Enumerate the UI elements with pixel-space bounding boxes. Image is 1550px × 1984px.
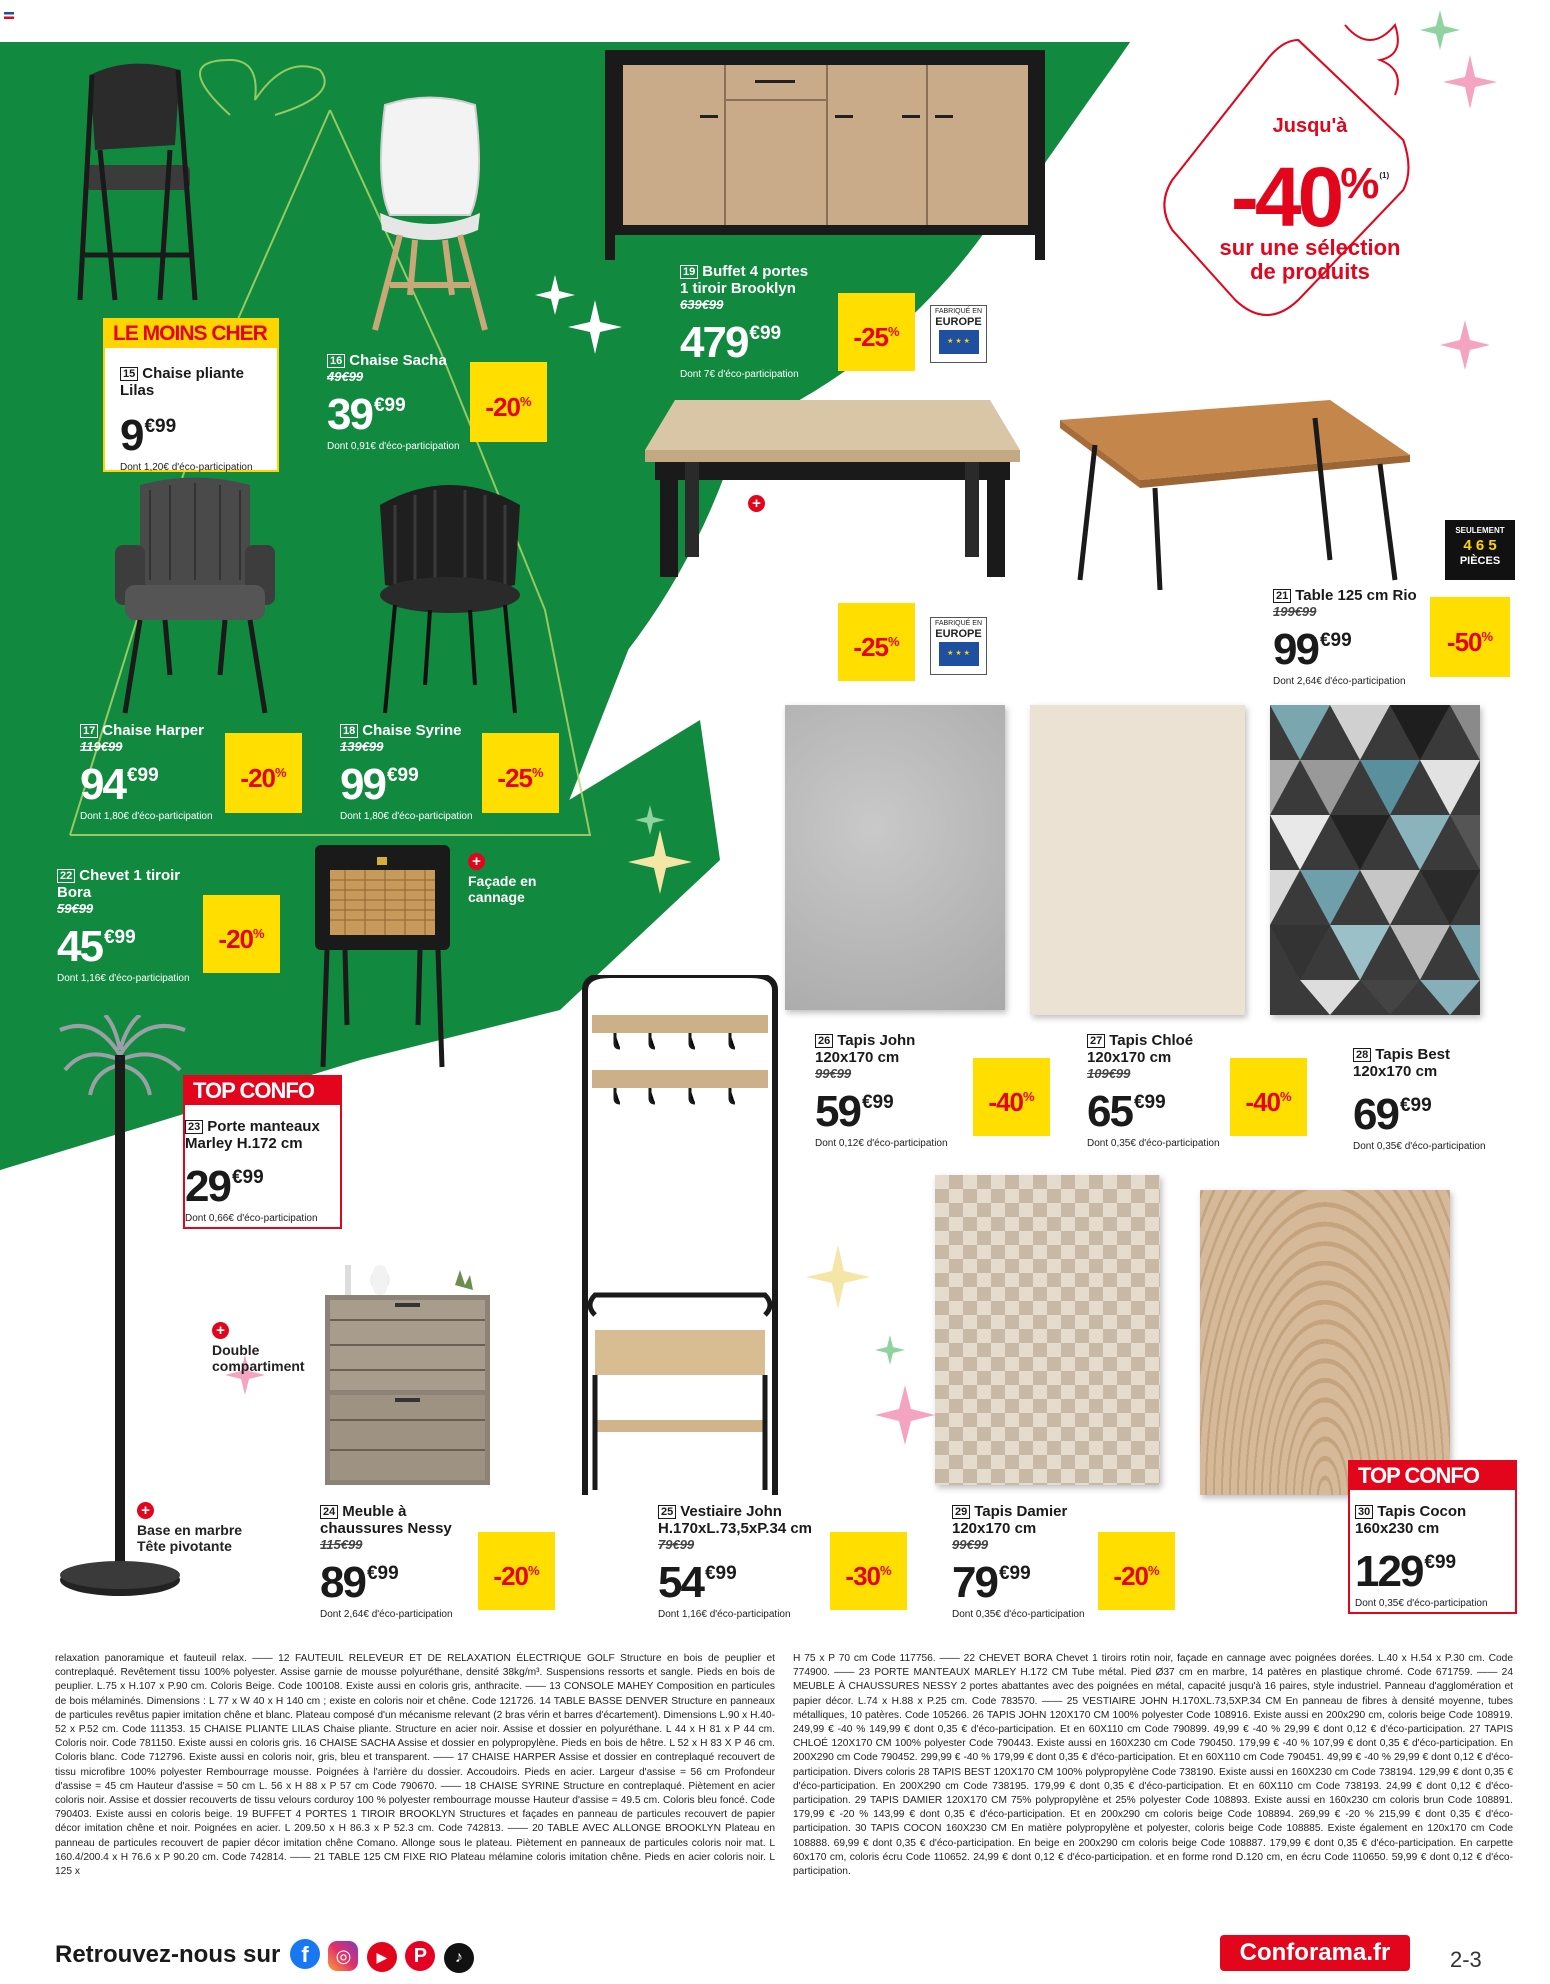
product-price [340,754,490,807]
product-name [327,352,477,369]
feature-base-text: Base en marbre Tête pivotante [137,1522,243,1554]
eu-flag-icon: ★ ★ ★ [939,330,979,354]
product-number: 22 [57,869,75,883]
product-price [320,1552,480,1605]
price-main: 89 [320,1558,365,1607]
fabrique-en-text: FABRIQUÉ EN [934,620,983,627]
promo-line2: sur une sélection [1219,235,1401,260]
price-cents: €99 [231,1167,264,1188]
product-price [1273,619,1433,672]
product-price [1353,1084,1513,1137]
product-price [327,384,477,437]
rug-chloe-image [1030,705,1245,1015]
eco-participation: Dont 0,35€ d'éco-participation [952,1609,1085,1620]
product-name [80,722,230,739]
price-main: 79 [952,1558,997,1607]
price-main: 69 [1353,1090,1398,1139]
product-price [680,626,840,679]
product-number: 20 [680,579,698,593]
plus-icon: + [137,1502,154,1519]
price-cents: €99 [1399,1095,1432,1116]
old-price: 639€99 [680,297,724,312]
product-20[interactable] [680,577,840,695]
product-name [952,1503,1102,1537]
product-name [340,722,490,739]
discount-badge: -40% [973,1058,1050,1136]
page-number: 2-3 [1450,1947,1482,1972]
product-21[interactable] [1273,587,1433,688]
product-title: Porte manteaux Marley H.172 cm [185,1118,320,1152]
europe-text: EUROPE [935,316,982,328]
old-price: 139€99 [340,739,384,754]
price-main: 39 [327,390,372,439]
product-price [57,916,207,969]
rio-table-image [1060,400,1410,590]
price-cents: €99 [144,416,177,437]
discount-value: -20 [485,392,520,422]
old-price: 199€99 [1273,604,1317,619]
feature-facade-text: Façade en cannage [468,873,537,905]
product-29[interactable] [952,1503,1102,1621]
product-title: Tapis Best 120x170 cm [1353,1046,1450,1080]
promo-note: (1) [1379,171,1390,180]
product-name [1087,1032,1247,1066]
social-label: Retrouvez-nous sur [55,1941,281,1968]
old-price: 79€99 [658,1537,695,1552]
product-title: Chevet 1 tiroir Bora [57,867,181,901]
limited-line3: PIÈCES [1459,555,1501,567]
product-17[interactable] [80,722,230,823]
old-price: 109€99 [1087,1066,1131,1081]
product-19[interactable] [680,263,840,381]
eco-participation: Dont 7€ d'éco-participation [680,369,799,380]
rug-cocon-image [1200,1190,1450,1495]
discount-badge: -20% [225,733,302,813]
product-16[interactable] [327,352,477,453]
armchair-harper-image [110,475,280,715]
price-cents: €99 [373,395,406,416]
product-15[interactable] [120,365,270,474]
eco-participation: Dont 1,80€ d'éco-participation [80,811,213,822]
product-23[interactable] [185,1118,335,1225]
old-price: 99€99 [815,1066,852,1081]
moins-cher-label: LE MOINS CHER [105,320,277,348]
price-cents: €99 [126,765,159,786]
discount-value: -20 [1113,1561,1148,1591]
discount-value: -25 [853,632,888,662]
product-22[interactable] [57,867,207,985]
tiktok-icon[interactable]: ♪ [444,1943,474,1973]
price-cents: €99 [103,927,136,948]
old-price: 119€99 [80,739,123,754]
product-title: Tapis Cocon 160x230 cm [1355,1503,1467,1537]
price-cents: €99 [704,1563,737,1584]
price-main: 45 [57,922,102,971]
product-title: Chaise Harper [102,722,204,739]
footer [55,1935,1515,1975]
buffet-image [605,50,1045,260]
eco-participation: Dont 1,16€ d'éco-participation [57,973,190,984]
product-price [680,312,840,365]
eco-participation: Dont 1,20€ d'éco-participation [120,462,253,473]
price-cents: €99 [749,323,782,344]
eu-flag-icon: ★ ★ ★ [939,642,979,666]
feature-extensible-text: Extensible de 160 cm à 200 cm. [748,515,890,547]
product-number: 17 [80,724,98,738]
legal-text-col2: H 75 x P 70 cm Code 117756. —— 22 CHEVET BORA Chevet 1 tiroirs rotin noir, façade en cannage avec poignées dorées. L.40 x H.54 x P.30 cm. Code 774900. —— 23 PORTE MANTEAUX MARLEY H.172 CM Tube métal. Pied Ø37 cm en marbre, 14 patères en plastique chromé. Code 671759. —— 24 MEUBLE À CHAUSSURES NESSY 2 portes abattantes avec des poignées en métal, capacité jusqu'à 16 paires, style industriel. Panneau d'agglomération et papier décor. L.74 x H.88 x P.25 cm. Code 783570. —— 25 VESTIAIRE JOHN H.170XL.73,5XP.34 CM En panneau de fibres à densité moyenne, tubes métalliques, 10 patères. Code 105266. 26 TAPIS JOHN 120X170 CM 100% polyester Code 108916. Existe aussi en 200x290 cm, coloris beige Code 108919. 249,99 € -40 % 149,99 € dont 0,35 € d'éco-participation. Et en 60X110 cm Code 790899. 49,99 € -40 % 29,99 € dont 0,12 € d'éco-participation. 27 TAPIS CHLOÉ 120X170 CM 100% polyester Code 790443. Existe aussi en 160X230 cm Code 790450. 179,99 € -40 % 107,99 € dont 0,35 € d'éco-participation. En 200X290 cm Code 790452. 299,99 € -40 % 179,99 € dont 0,35 € d'éco-participation. Et en 60X110 cm Code 790451. 49,99 € -40 % 29,99 € dont 0,12 € d'éco-participation. Divers coloris 28 TAPIS BEST 120X170 CM 100% polypropylène Code 738190. Existe aussi en 160X230 cm Code 738194. 129,99 € dont 0,35 € d'éco-participation. En 200X290 cm Code 738195. 179,99 € dont 0,35 € d'éco-participation. Et en 60X110 cm Code 738193. 24,99 € dont 0,12 € d'éco-participation. 29 TAPIS DAMIER 120X170 CM 75% polypropylène et 25% polyester Code 108893. Existe aussi en 160x230 cm coloris brun Code 108891. 179,99 € -20 % 143,99 € dont 0,35 € d'éco-participation. Et en 200x290 cm coloris beige Code 108894. 269,99 € -20 % 215,99 € dont 0,35 € d'éco-participation. 30 TAPIS COCON 160X230 CM En matière polypropylène et polyester, coloris beige Code 108885. Existe également en 120x170 cm Code 108888. 69,99 € dont 0,35 € d'éco-participation. En beige en 200x290 cm coloris beige Code 108887. 179,99 € dont 0,35 € d'éco-participation. En carpette 60x170 cm, coloris écru Code 110652. 24,99 € dont 0,12 € d'éco-participation. et en forme rond D.120 cm, en écru Code 110650. 59,99 € dont 0,12 € d'éco-participation. [793,1653,1513,1878]
limited-pieces-badge [1445,520,1515,580]
product-name [815,1032,975,1066]
legal-text-col1: relaxation panoramique et fauteuil relax. —— 12 FAUTEUIL RELEVEUR ET DE RELAXATION ÉLECTRIQUE GOLF Structure en bois de peuplier et contreplaqué. Revêtement tissu 100% polyester. Assise garnie de mousse polyuréthane, densité 38kg/m³. Suspensions ressorts et sangle. Pieds en bois de peuplier. L.75 x H.107 x P.90 cm. Coloris Beige. Code 100108. Existe aussi en coloris gris, anthracite. —— 13 CONSOLE MAHEY Composition en particules de bois mélaminés. Dimensions : L 77 x W 40 x H 140 cm ; existe en coloris noir et chêne. Code 121726. 14 TABLE BASSE DENVER Structure en panneaux de particules revêtus papier imitation chêne et blanc. Plateau composé d'un mécanisme relevant (2 bras vérin et barres d'écartement). Dimensions L.90 x H.40-52 x P.52 cm. Code 111353. 15 CHAISE PLIANTE LILAS Chaise pliante. Structure en acier noir. Assise et dossier en polyuréthane. L 44 x H 81 x P 44 cm. Coloris noir. Code 781150. Existe aussi en coloris gris. 16 CHAISE SACHA Assise et dossier en polypropylène. Pieds en bois de hêtre. L 52 x H 83 X P 46 cm. Coloris blanc. Code 712796. Existe aussi en coloris noir, gris, bleu et transparent. —— 17 CHAISE HARPER Assise et dossier en contreplaqué recouvert de tissu microfibre 100% polyester Rembourrage mousse. Poignées à l'arrière du dossier. Accoudoirs. Pieds en acier. Largeur d'assise = 56 cm Profondeur d'assise = 45 cm Hauteur d'assise = 50 cm L. 56 x H 88 x P 57 cm Code 790670. —— 18 CHAISE SYRINE Structure en contreplaqué. Piètement en acier coloris noir. Assise et dossier recouverts de tissu velours corduroy 100 % polyester rembourrage mousse Hauteur d'assise = 49.5 cm. Coloris bleu foncé. Code 790403. Existe aussi en coloris beige. 19 BUFFET 4 PORTES 1 TIROIR BROOKLYN Structures et façades en panneau de particules recouvert de papier décor imitation chêne et noir. Poignées en acier. L 209.50 x H 86.3 x P 52.3 cm. Code 742813. —— 20 TABLE AVEC ALLONGE BROOKLYN Plateau en panneau de particules recouvert de papier décor imitation chêne Comano. Allonge sous le plateau. Piètement en panneaux de particules coloris noir mat. L 160.4/200.4 x H 76.6 x P 90.20 cm. Code 742814. —— 21 TABLE 125 CM FIXE RIO Plateau mélamine coloris imitation chêne. Pieds en acier coloris noir. L 125 x [55,1653,775,1878]
product-title: Tapis Damier 120x170 cm [952,1503,1068,1537]
eco-participation: Dont 0,35€ d'éco-participation [1353,1141,1486,1152]
product-title: Buffet 4 portes 1 tiroir Brooklyn [680,263,809,297]
price-cents: €99 [386,765,419,786]
price-cents: €99 [861,1092,894,1113]
product-price [815,1081,975,1134]
promo-value: -40 [1230,150,1341,244]
made-in-europe-badge [930,305,987,363]
product-price [1355,1541,1510,1594]
product-18[interactable] [340,722,490,823]
product-title: Chaise Sacha [349,352,447,369]
product-number: 16 [327,354,345,368]
price-main: 59 [815,1087,860,1136]
product-title: Tapis Chloé 120x170 cm [1087,1032,1194,1066]
coat-stand-bench-image [580,975,780,1495]
eco-participation: Dont 1,16€ d'éco-participation [658,1609,791,1620]
youtube-icon[interactable]: ▶ [367,1942,397,1972]
product-28[interactable] [1353,1046,1513,1153]
product-name [320,1503,480,1537]
product-26[interactable] [815,1032,975,1150]
rug-damier-image [935,1175,1160,1485]
price-cents: €99 [366,1563,399,1584]
eco-participation: Dont 2,64€ d'éco-participation [1273,676,1406,687]
price-cents: €99 [1319,630,1352,651]
eco-participation: Dont 4,20€ d'éco-participation [680,683,813,694]
product-number: 18 [340,724,358,738]
price-main: 29 [185,1162,230,1211]
product-number: 28 [1353,1048,1371,1062]
price-main: 479 [680,318,748,367]
eco-participation: Dont 0,12€ d'éco-participation [815,1138,948,1149]
product-name [680,263,840,297]
product-price [80,754,230,807]
product-30[interactable] [1355,1503,1510,1610]
bedside-table-image [315,845,450,1070]
price-main: 99 [1273,625,1318,674]
feature-base [137,1502,242,1554]
promo-unit: % [1340,159,1380,208]
pinterest-icon[interactable]: P [405,1941,435,1971]
product-number: 30 [1355,1505,1373,1519]
product-number: 23 [185,1120,203,1134]
product-price [1087,1081,1247,1134]
eco-participation: Dont 0,35€ d'éco-participation [1355,1598,1488,1609]
product-number: 21 [1273,589,1291,603]
discount-badge: -30% [830,1532,907,1610]
limited-qty: 4 6 5 [1463,537,1497,554]
rug-best-image [1270,705,1480,1015]
feature-double [212,1322,305,1374]
product-title: Tapis John 120x170 cm [815,1032,916,1066]
old-price: 115€99 [320,1537,363,1552]
promo-line1: Jusqu'à [1272,115,1348,137]
product-name [1355,1503,1510,1537]
rug-john-image [785,705,1005,1010]
product-name [1273,587,1433,604]
feature-double-text: Double compartiment [212,1342,305,1374]
price-main: 299 [680,632,748,681]
discount-badge: -20% [478,1532,555,1610]
shoe-cabinet-image [325,1255,490,1490]
discount-badge: -40% [1230,1058,1307,1136]
price-cents: €99 [1424,1552,1457,1573]
top-confo-label: TOP CONFO [185,1077,340,1105]
product-price [952,1552,1102,1605]
armchair-syrine-image [370,475,530,715]
product-price [120,405,270,458]
price-main: 9 [120,411,143,460]
price-main: 54 [658,1558,703,1607]
old-price: 399€99 [680,611,724,626]
social-icons [290,1939,474,1973]
price-main: 65 [1087,1087,1132,1136]
product-name [120,365,270,399]
product-title: Chaise Syrine [362,722,462,739]
discount-badge: -20% [203,895,280,973]
product-name [658,1503,838,1537]
price-main: 94 [80,760,125,809]
product-25[interactable] [658,1503,838,1621]
feature-facade [468,853,536,905]
product-number: 15 [120,367,138,381]
price-cents: €99 [998,1563,1031,1584]
header-flag-icon [4,12,14,19]
discount-value: -20 [218,924,253,954]
extendable-table-image [645,400,1020,580]
white-chair-image [360,95,500,335]
product-name [680,577,840,611]
old-price: 99€99 [952,1537,989,1552]
plus-icon: + [468,853,485,870]
old-price: 59€99 [57,901,94,916]
discount-badge: -25% [838,293,915,371]
product-title: Meuble à chaussures Nessy [320,1503,452,1537]
product-number: 29 [952,1505,970,1519]
europe-text: EUROPE [935,628,982,640]
discount-badge: -50% [1430,597,1510,677]
product-name [1353,1046,1513,1080]
product-number: 24 [320,1505,338,1519]
price-main: 99 [340,760,385,809]
limited-line1: SEULEMENT [1455,526,1505,535]
product-price [185,1156,335,1209]
folding-chair-image [70,55,210,305]
discount-value: -20 [240,763,275,793]
instagram-icon[interactable]: ◎ [328,1941,358,1971]
product-name [185,1118,335,1152]
product-price [658,1552,838,1605]
feature-extensible [748,495,890,547]
product-24[interactable] [320,1503,480,1621]
product-number: 25 [658,1505,676,1519]
discount-value: -25 [497,763,532,793]
plus-icon: + [748,495,765,512]
product-title: Table 125 cm Rio [1295,587,1417,604]
discount-badge: -25% [838,603,915,681]
eco-participation: Dont 0,91€ d'éco-participation [327,441,460,452]
price-main: 129 [1355,1547,1423,1596]
product-title: Table extensible Brooklyn [680,577,818,611]
facebook-icon[interactable]: f [290,1939,320,1969]
promo-line3: de produits [1250,259,1370,284]
product-27[interactable] [1087,1032,1247,1150]
product-title: Vestiaire John H.170xL.73,5xP.34 cm [658,1503,813,1537]
top-confo-label: TOP CONFO [1350,1462,1515,1490]
discount-value: -20 [493,1561,528,1591]
website-link[interactable]: Conforama.fr [1220,1935,1410,1971]
eco-participation: Dont 1,80€ d'éco-participation [340,811,473,822]
product-number: 19 [680,265,698,279]
product-number: 26 [815,1034,833,1048]
plus-icon: + [212,1322,229,1339]
discount-value: -25 [853,322,888,352]
discount-badge: -25% [482,733,559,813]
discount-value: -40 [1245,1087,1280,1117]
eco-participation: Dont 0,35€ d'éco-participation [1087,1138,1220,1149]
product-title: Chaise pliante Lilas [120,365,244,399]
price-cents: €99 [1133,1092,1166,1113]
discount-badge: -20% [1098,1532,1175,1610]
discount-value: -50 [1446,627,1482,657]
discount-value: -40 [988,1087,1023,1117]
product-name [57,867,207,901]
price-cents: €99 [749,637,782,658]
eco-participation: Dont 2,64€ d'éco-participation [320,1609,453,1620]
discount-badge: -20% [470,362,547,442]
fabrique-en-text: FABRIQUÉ EN [934,308,983,315]
discount-value: -30 [845,1561,880,1591]
product-number: 27 [1087,1034,1105,1048]
eco-participation: Dont 0,66€ d'éco-participation [185,1213,318,1224]
made-in-europe-badge [930,617,987,675]
old-price: 49€99 [327,369,364,384]
promo-badge [1180,115,1440,284]
